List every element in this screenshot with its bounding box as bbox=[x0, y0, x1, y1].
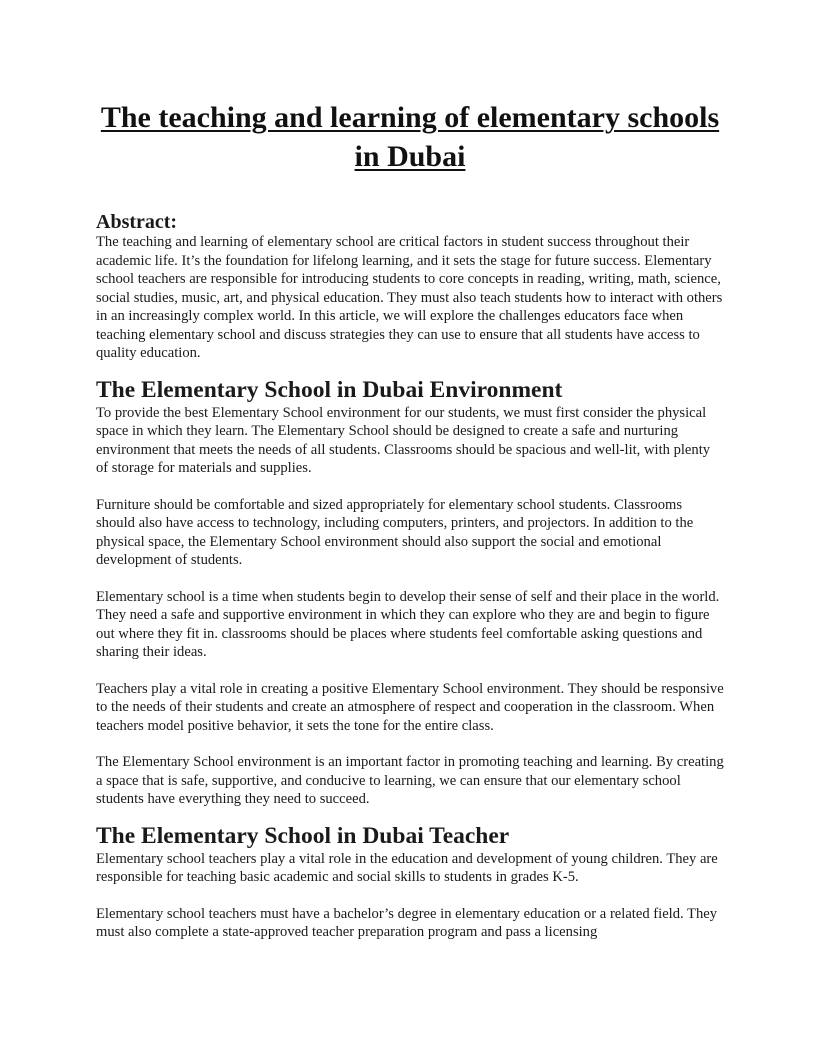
paragraph: The Elementary School environment is an important factor in promoting teaching and learning. By creating a space that is safe, supportive, and conducive to learning, we can ensure that our elementary school students have everything they need to succeed. bbox=[96, 754, 724, 807]
paragraph: To provide the best Elementary School environment for our students, we must first consider the physical space in which they learn. The Elementary School should be designed to create a safe and nurturing environment that meets the needs of all students. Classrooms should be spacious and well-lit, with plenty of storage for materials and supplies. bbox=[96, 404, 711, 476]
section-heading-environment: The Elementary School in Dubai Environment bbox=[96, 376, 563, 403]
document-page bbox=[96, 98, 724, 942]
paragraph: Furniture should be comfortable and sized appropriately for elementary school students. Classrooms should also have access to technology, including computers, printers, and projectors. In addition to the physical space, the Elementary School environment should also support the social and emotional development of students. bbox=[96, 496, 694, 568]
paragraph: Teachers play a vital role in creating a positive Elementary School environment. They should be responsive to the needs of their students and create an atmosphere of respect and cooperation in the classroom. When teachers model positive behavior, it sets the tone for the entire class. bbox=[96, 680, 724, 734]
paragraph: Elementary school teachers must have a bachelor’s degree in elementary education or a related field. They must also complete a state-approved teacher preparation program and pass a licensing bbox=[96, 905, 718, 940]
abstract-heading: Abstract: bbox=[96, 211, 178, 233]
document-title: The teaching and learning of elementary schools in Dubai bbox=[100, 101, 720, 173]
section-heading-teacher: The Elementary School in Dubai Teacher bbox=[96, 822, 510, 849]
abstract-paragraph: The teaching and learning of elementary school are critical factors in student success throughout their academic life. It’s the foundation for lifelong learning, and it sets the stage for future success. Elementary school teachers are responsible for introducing students to core concepts in reading, writing, math, science, social studies, music, art, and physical education. They must also teach students how to interact with others in an increasingly complex world. In this article, we will explore the challenges educators face when teaching elementary school and discuss strategies they can use to ensure that all students have access to quality education. bbox=[96, 234, 723, 361]
paragraph: Elementary school is a time when students begin to develop their sense of self and their place in the world. They need a safe and supportive environment in which they can explore who they are and begin to figure out where they fit in. classrooms should be places where students feel comfortable asking questions and sharing their ideas. bbox=[96, 588, 720, 660]
paragraph: Elementary school teachers play a vital role in the education and development of young children. They are responsible for teaching basic academic and social skills to students in grades K-5. bbox=[96, 850, 718, 885]
